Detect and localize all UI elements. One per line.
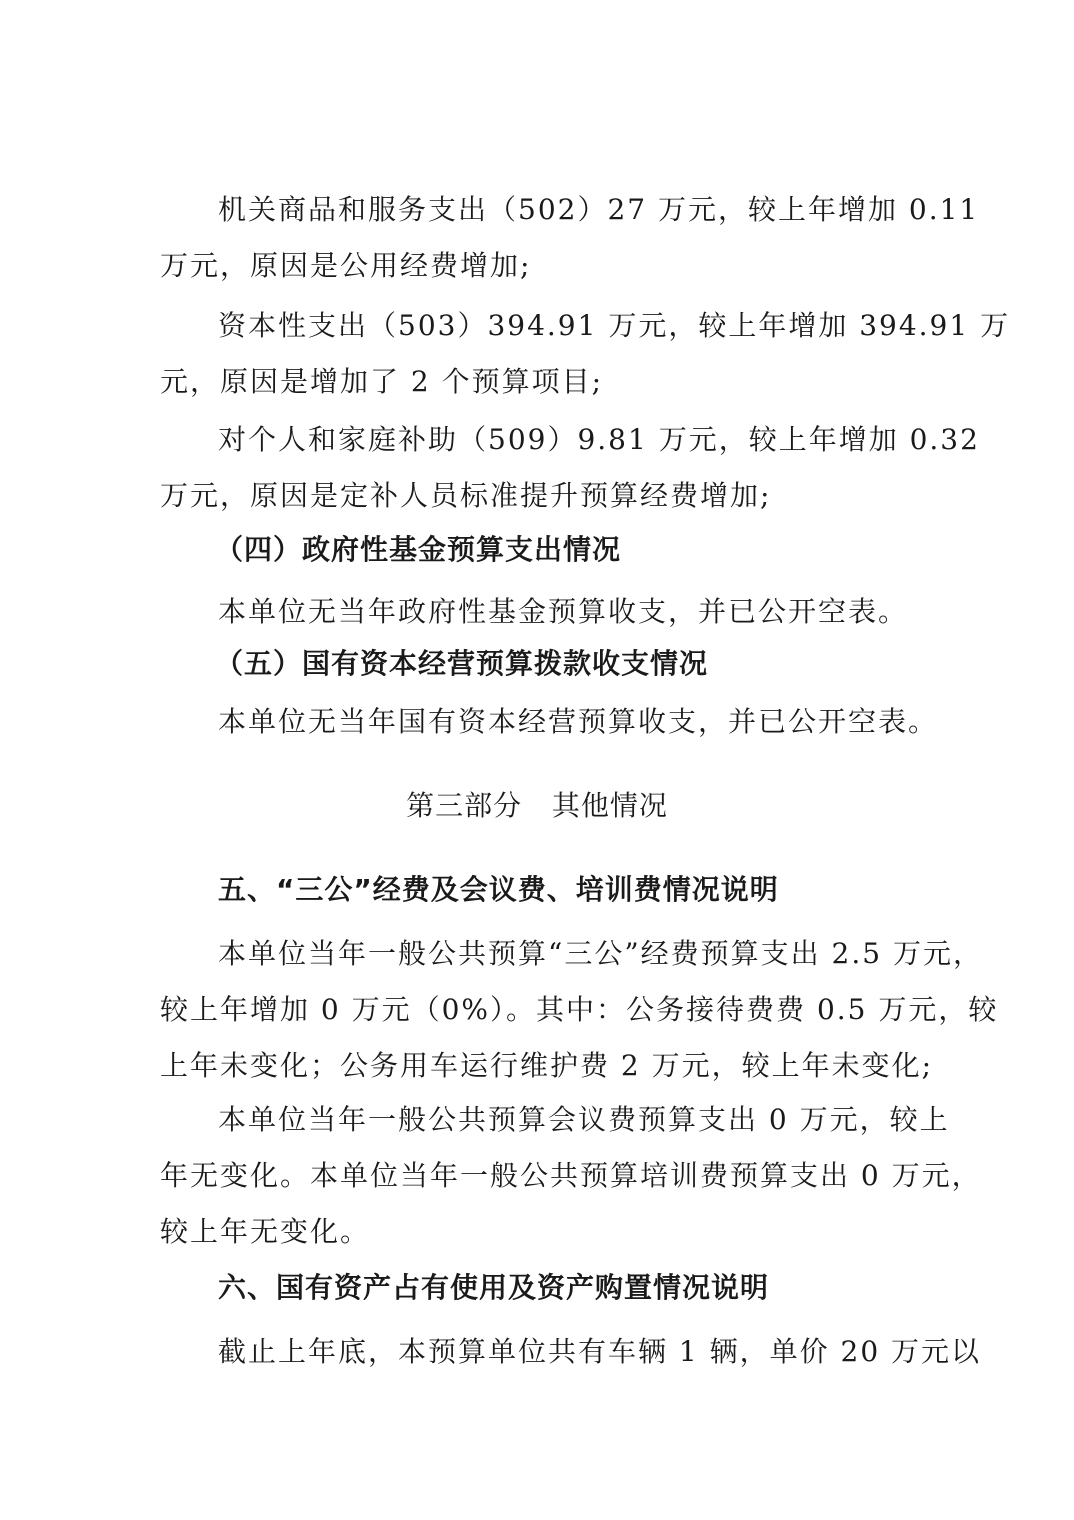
paragraph-line-10: 本单位无当年国有资本经营预算收支，并已公开空表。: [218, 705, 939, 738]
paragraph-line-18: 较上年无变化。: [160, 1215, 371, 1248]
paragraph-line-8: 本单位无当年政府性基金预算收支，并已公开空表。: [218, 595, 909, 628]
paragraph-line-3: 资本性支出（503）394.91 万元，较上年增加 394.91 万: [218, 309, 1011, 342]
part-three-title: 第三部分 其他情况: [406, 789, 668, 822]
paragraph-line-6: 万元，原因是定补人员标准提升预算经费增加;: [160, 479, 772, 512]
section-heading-assets: 六、国有资产占有使用及资产购置情况说明: [218, 1271, 770, 1304]
paragraph-line-16: 本单位当年一般公共预算会议费预算支出 0 万元，较上: [218, 1103, 950, 1136]
section-heading-four: （四）政府性基金预算支出情况: [215, 533, 622, 566]
paragraph-line-13: 本单位当年一般公共预算“三公”经费预算支出 2.5 万元，: [218, 937, 983, 970]
paragraph-line-17: 年无变化。本单位当年一般公共预算培训费预算支出 0 万元，: [160, 1159, 982, 1192]
paragraph-line-2: 万元，原因是公用经费增加;: [160, 249, 532, 282]
paragraph-line-4: 元，原因是增加了 2 个预算项目;: [160, 365, 604, 398]
paragraph-line-1: 机关商品和服务支出（502）27 万元，较上年增加 0.11: [218, 193, 980, 226]
paragraph-line-20: 截止上年底，本预算单位共有车辆 1 辆，单价 20 万元以: [218, 1335, 982, 1368]
paragraph-line-5: 对个人和家庭补助（509）9.81 万元，较上年增加 0.32: [218, 423, 980, 456]
paragraph-line-15: 上年未变化；公务用车运行维护费 2 万元，较上年未变化;: [160, 1049, 934, 1082]
section-heading-three-public: 五、“三公”经费及会议费、培训费情况说明: [218, 873, 779, 906]
section-heading-five: （五）国有资本经营预算拨款收支情况: [215, 647, 709, 680]
paragraph-line-14: 较上年增加 0 万元（0%）。其中：公务接待费费 0.5 万元，较: [160, 993, 999, 1026]
